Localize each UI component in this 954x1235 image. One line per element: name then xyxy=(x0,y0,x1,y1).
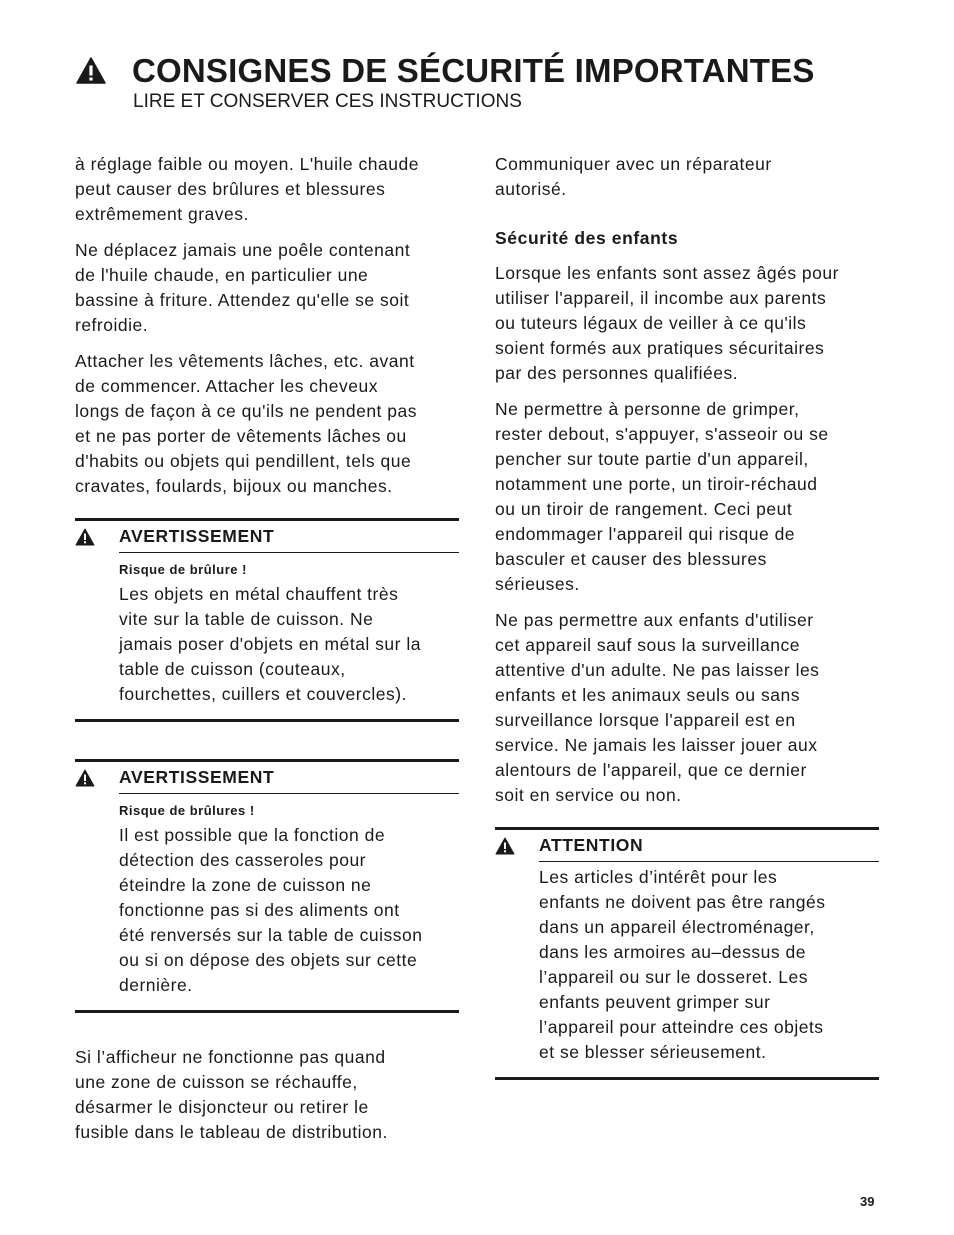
warning-triangle-icon xyxy=(75,528,95,546)
warning-title: AVERTISSEMENT xyxy=(119,526,275,546)
page-subtitle: LIRE ET CONSERVER CES INSTRUCTIONS xyxy=(133,91,522,112)
attention-header xyxy=(539,830,879,862)
attention-box-children-items xyxy=(495,827,879,1080)
attention-body xyxy=(539,862,879,1065)
page-title: CONSIGNES DE SÉCURITÉ IMPORTANTES xyxy=(132,52,815,89)
paragraph-display-failure: Si l’afficheur ne fonctionne pas quand une zone de cuisson se réchauffe, désarmer le disjoncteur ou retirer le fusible dans le tableau de distribution. xyxy=(75,1047,388,1142)
attention-title: ATTENTION xyxy=(539,835,644,855)
warning-triangle-icon xyxy=(76,57,106,84)
warning-triangle-icon xyxy=(495,837,515,855)
paragraph-moving-pan: Ne déplacez jamais une poêle contenant de l'huile chaude, en particulier une bassine à friture. Attendez qu'elle se soit refroidie. xyxy=(75,240,411,335)
paragraph-hot-oil: à réglage faible ou moyen. L'huile chaude peut causer des brûlures et blessures extrêmement graves. xyxy=(75,154,419,224)
warning-body xyxy=(119,794,459,998)
right-column xyxy=(495,152,879,1080)
warning-header xyxy=(119,762,459,794)
warning-text: Les objets en métal chauffent très vite sur la table de cuisson. Ne jamais poser d'objets en métal sur la table de cuisson (couteaux, fourchettes, cuillers et couvercles). xyxy=(119,584,421,704)
section-heading-child-safety: Sécurité des enfants xyxy=(495,228,679,248)
warning-title: AVERTISSEMENT xyxy=(119,767,275,787)
warning-subtitle: Risque de brûlure ! xyxy=(119,562,247,577)
paragraph-contact-repair: Communiquer avec un réparateur autorisé. xyxy=(495,154,772,199)
page-number: 39 xyxy=(860,1194,875,1209)
warning-box-pan-detection xyxy=(75,759,459,1013)
warning-text: Il est possible que la fonction de détection des casseroles pour éteindre la zone de cuisson ne fonctionne pas si des aliments ont été renversés sur la table de cuisson ou si on dépose des objets sur cette dernière. xyxy=(119,825,423,995)
warning-triangle-icon xyxy=(75,769,95,787)
left-column xyxy=(75,152,459,1156)
attention-text: Les articles d’intérêt pour les enfants ne doivent pas être rangés dans un appareil électroménager, dans les armoires au‒dessus de l’appareil ou sur le dosseret. Les enfants peuvent grimper sur l’appareil pour atteindre ces objets et se blesser sérieusement. xyxy=(539,867,826,1062)
paragraph-supervision: Ne pas permettre aux enfants d'utiliser cet appareil sauf sous la surveillance attentive d'un adulte. Ne pas laisser les enfants et les animaux seuls ou sans surveillance lorsque l'appareil est en service. Ne jamais les laisser jouer aux alentours de l'appareil, que ce dernier soit en service ou non. xyxy=(495,610,820,805)
paragraph-loose-clothing: Attacher les vêtements lâches, etc. avant de commencer. Attacher les cheveux longs de façon à ce qu'ils ne pendent pas et ne pas porter de vêtements lâches ou d'habits ou objets qui pendillent, tels que cravates, foulards, bijoux ou manches. xyxy=(75,351,417,496)
warning-header xyxy=(119,521,459,553)
warning-body xyxy=(119,553,459,707)
paragraph-no-climbing: Ne permettre à personne de grimper, rester debout, s'appuyer, s'asseoir ou se pencher sur toute partie d'un appareil, notamment une porte, un tiroir-réchaud ou un tiroir de rangement. Ceci peut endommager l'appareil qui risque de basculer et causer des blessures sérieuses. xyxy=(495,399,829,594)
paragraph-children-age: Lorsque les enfants sont assez âgés pour utiliser l'appareil, il incombe aux parents ou tuteurs légaux de veiller à ce qu'ils soient formés aux pratiques sécuritaires par des personnes qualifiées. xyxy=(495,263,839,383)
warning-subtitle: Risque de brûlures ! xyxy=(119,803,255,818)
warning-box-metal-objects xyxy=(75,518,459,722)
